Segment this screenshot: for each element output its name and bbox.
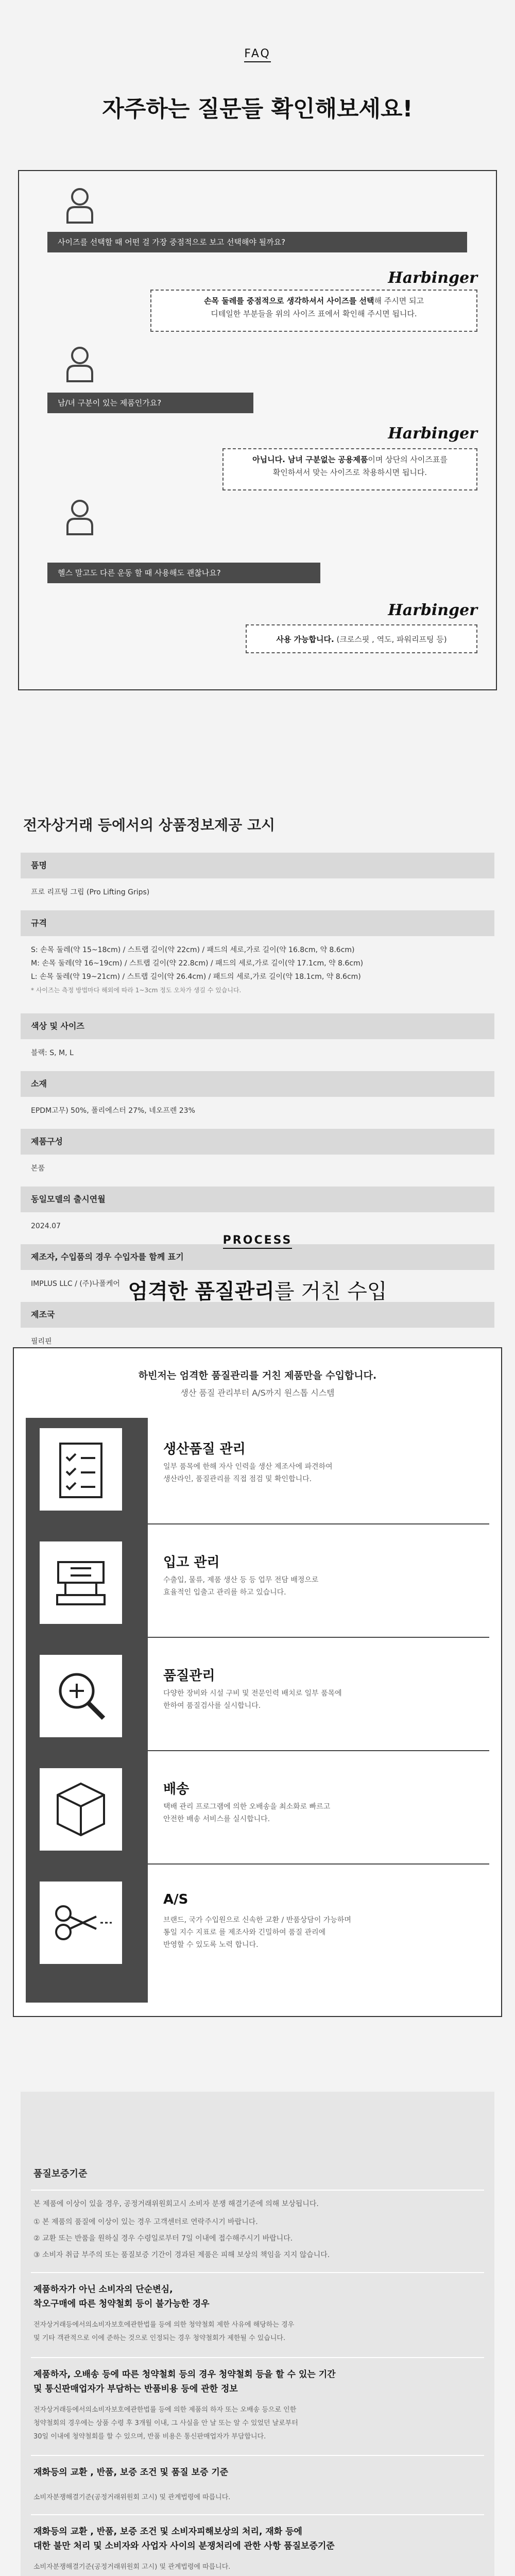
product-info-value: 필리핀 [21, 1328, 494, 1360]
product-info-value: 블랙: S, M, L [21, 1039, 494, 1071]
faq-question-2: 남/녀 구분이 있는 제품인가요? [47, 393, 253, 413]
faq-question-1: 사이즈를 선택할 때 어떤 걸 가장 중점적으로 보고 선택해야 될까요? [47, 232, 467, 252]
product-info-value: 2024.07 [21, 1212, 494, 1244]
warranty-line: ③ 소비자 취급 부주의 또는 품질보증 기간이 경과된 제품은 피해 보상의 책임을 지지 않습니다. [33, 2251, 330, 2259]
faq-answer-1: 손목 둘레를 중점적으로 생각하셔서 사이즈를 선택해 주시면 되고 디테일한 부분들을 위의 사이즈 표에서 확인해 주시면 됩니다. [150, 290, 477, 332]
product-info-head: 소재 [21, 1071, 494, 1097]
divider [31, 2455, 484, 2456]
step-desc: 수출입, 물류, 제품 생산 등 등 업무 전담 배정으로 효율적인 입출고 관리를 하고 있습니다. [163, 1576, 319, 1597]
step-title: 배송 [163, 1782, 190, 1797]
divider [31, 2514, 484, 2515]
process-intro-sub: 생산 품질 관리부터 A/S까지 원스톱 시스템 [180, 1388, 335, 1398]
process-title: 엄격한 품질관리를 거친 수입 [128, 1280, 387, 1303]
step-title: 품질관리 [163, 1668, 215, 1684]
product-info-value: EPDM고무) 50%, 폴리에스터 27%, 네오프렌 23% [21, 1097, 494, 1129]
divider [148, 1637, 489, 1638]
product-info-head: 동일모델의 출시연월 [21, 1187, 494, 1212]
warranty-heading: 재화등의 교환 , 반품, 보증 조건 및 품질 보증 기준 [33, 2467, 229, 2478]
product-info-head: 제조국 [21, 1302, 494, 1328]
step-desc: 브랜드, 국가 수입원으로 신속한 교환 / 반품상담이 가능하며 통일 지수 지표로 를 제조사와 긴밀하여 품질 관리에 반영할 수 있도록 노력 합니다. [163, 1916, 351, 1949]
faq-question-3: 헬스 말고도 다른 운동 할 때 사용해도 괜찮나요? [47, 563, 320, 583]
brand-logo: Harbinger [388, 269, 477, 287]
step-title: 생산품질 관리 [163, 1442, 246, 1457]
warranty-section [21, 2092, 494, 2576]
step-desc: 다양한 장비와 시설 구비 및 전문인력 배치로 일부 품목에 한하여 품질검사를 실시합니다. [163, 1689, 342, 1710]
divider [148, 1750, 489, 1751]
faq-answer-2: 아닙니다. 남녀 구분없는 공용제품이며 상단의 사이즈표를 확인하셔서 맞는 사이즈로 착용하시면 됩니다. [222, 448, 477, 490]
divider [31, 2357, 484, 2358]
product-info-head: 제품구성 [21, 1129, 494, 1155]
product-info-head: 제조자, 수입품의 경우 수입자를 함께 표기 [21, 1244, 494, 1270]
warranty-text: 전자상거래등에서의소비자보호에관한법률 등에 의한 제품의 하자 또는 오배송 등으로 인한 청약철회의 경우에는 상품 수령 후 3개월 이내, 그 사실을 안 날 또는 알 수 있었던 날로부터 30일 이내에 청약철회를 할 수 있으며, 반품 비용은 통신판매업자가 부담합니다. [33, 2406, 298, 2441]
product-info-head: 색상 및 사이즈 [21, 1013, 494, 1039]
product-info-value: 프로 리프팅 그립 (Pro Lifting Grips) [21, 878, 494, 910]
product-info-head: 규격 [21, 910, 494, 936]
step-title: A/S [163, 1892, 188, 1907]
warranty-title: 품질보증기준 [33, 2168, 88, 2179]
warranty-intro: 본 제품에 이상이 있을 경우, 공정거래위원회고시 소비자 분쟁 해결기준에 의해 보상됩니다. [33, 2200, 319, 2208]
warranty-heading: 재화등의 교환 , 반품, 보증 조건 및 소비자피해보상의 처리, 재화 등에 대한 불만 처리 및 소비자와 사업자 사이의 분쟁처리에 관한 사항 품질보증기준 [33, 2527, 335, 2551]
product-info-value: S: 손목 둘레(약 15~18cm) / 스트랩 길이(약 22cm) / 패드의 세로,가로 길이(약 16.8cm, 약 8.6cm) M: 손목 둘레(약 16~19cm) / 스트랩 길이(약 22.8cm) / 패드의 세로,가로 길이(약 17.1cm, 약 8.6cm) L: 손목 둘레(약 19~21cm) / 스트랩 길이(약 26.4cm) / 패드의 세로,가로 길이(약 18.1cm, 약 8.6cm) * 사이즈는 측정 방법마다 해외에 따라 1~3cm 정도 오차가 생길 수 있습니다. [21, 936, 494, 1013]
process-box [13, 1347, 502, 2017]
product-info-head: 품명 [21, 853, 494, 878]
faq-answer-3: 사용 가능합니다. (크로스핏 , 역도, 파워리프팅 등) [246, 624, 477, 653]
user-icon [65, 498, 94, 535]
product-info-value: IMPLUS LLC / (주)나폴케어 [21, 1270, 494, 1302]
magnifier-icon [40, 1655, 122, 1737]
faq-title: 자주하는 질문들 확인해보세요! [102, 96, 413, 122]
warranty-heading: 제품하자, 오배송 등에 따른 청약철회 등의 경우 청약철회 등을 할 수 있는 기간 및 통신판매업자가 부담하는 반품비용 등에 관한 정보 [33, 2369, 336, 2394]
brand-logo: Harbinger [388, 425, 477, 443]
divider [148, 1523, 489, 1524]
size-note: * 사이즈는 측정 방법마다 해외에 따라 1~3cm 정도 오차가 생길 수 있습니다. [31, 987, 242, 994]
product-info-value: 본품 [21, 1155, 494, 1187]
warranty-text: 소비자분쟁해결기준(공정거래위원회 고시) 및 관계법령에 따릅니다. [33, 2563, 231, 2571]
divider [31, 2190, 484, 2191]
checklist-icon [40, 1428, 122, 1511]
warranty-line: ② 교환 또는 반품을 원하실 경우 수령일로부터 7일 이내에 접수해주시기 바랍니다. [33, 2234, 293, 2243]
process-intro: 하빈저는 엄격한 품질관리를 거친 제품만을 수입합니다. [138, 1370, 377, 1381]
cash-register-icon [40, 1541, 122, 1624]
box-icon [40, 1768, 122, 1851]
brand-logo: Harbinger [388, 601, 477, 619]
warranty-line: ① 본 제품의 품질에 이상이 있는 경우 고객센터로 연락주시기 바랍니다. [33, 2218, 258, 2226]
faq-section-label: FAQ [0, 47, 515, 60]
step-title: 입고 관리 [163, 1555, 220, 1570]
warranty-heading: 제품하자가 아닌 소비자의 단순변심, 착오구매에 따른 청약철회 등이 불가능한 경우 [33, 2284, 210, 2309]
scissors-icon [40, 1882, 122, 1964]
product-info-title: 전자상거래 등에서의 상품정보제공 고시 [23, 817, 276, 834]
divider [31, 2272, 484, 2273]
warranty-text: 전자상거래등에서의소비자보호에관한법률 등에 의한 청약철회 제한 사유에 해당하는 경우 및 기타 객관적으로 이에 준하는 것으로 인정되는 경우 청약철회가 제한될 수 있습니다. [33, 2321, 295, 2342]
process-section-label: PROCESS [0, 1234, 515, 1247]
divider [148, 1863, 489, 1865]
user-icon [65, 345, 94, 382]
warranty-text: 소비자분쟁해결기준(공정거래위원회 고시) 및 관계법령에 따릅니다. [33, 2494, 231, 2501]
step-desc: 일부 품목에 한해 자사 인력을 생산 제조사에 파견하여 생산라인, 품질관리를 직접 점검 및 확인합니다. [163, 1463, 333, 1483]
step-desc: 택배 관리 프로그램에 의한 오배송을 최소화로 빠르고 안전한 배송 서비스를 실시합니다. [163, 1803, 331, 1823]
user-icon [65, 187, 94, 224]
faq-box [18, 170, 497, 690]
